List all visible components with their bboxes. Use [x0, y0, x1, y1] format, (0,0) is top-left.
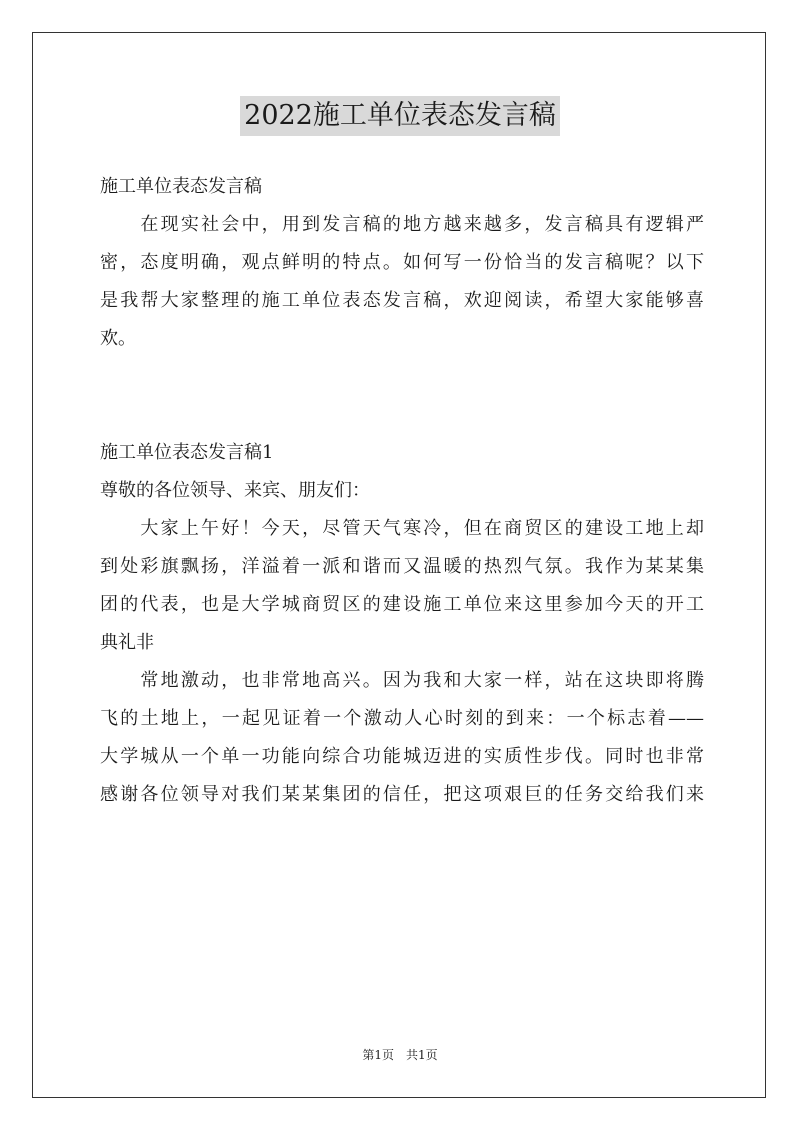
paragraph-line: 团的代表，也是大学城商贸区的建设施工单位来这里参加今天的开工 — [100, 594, 704, 615]
page-footer: 第1页 共1页 — [362, 1048, 438, 1062]
section-heading: 施工单位表态发言稿1 — [100, 442, 274, 463]
paragraph-line: 感谢各位领导对我们某某集团的信任，把这项艰巨的任务交给我们来 — [100, 784, 704, 805]
spacer — [100, 396, 704, 434]
title-container — [0, 96, 800, 136]
document-title: 2022施工单位表态发言稿 — [240, 96, 560, 136]
spacer — [100, 358, 704, 396]
intro-line: 是我帮大家整理的施工单位表态发言稿，欢迎阅读，希望大家能够喜 — [100, 290, 704, 311]
paragraph-line: 常地激动，也非常地高兴。因为我和大家一样，站在这块即将腾 — [100, 670, 704, 691]
intro-line: 欢。 — [100, 328, 136, 349]
paragraph-line: 到处彩旗飘扬，洋溢着一派和谐而又温暖的热烈气氛。我作为某某集 — [100, 556, 704, 577]
paragraph-line: 典礼非 — [100, 632, 154, 653]
paragraph-line: 飞的土地上，一起见证着一个激动人心时刻的到来：一个标志着—— — [100, 708, 704, 729]
salutation: 尊敬的各位领导、来宾、朋友们： — [100, 480, 370, 501]
body-paragraph-2 — [100, 662, 704, 814]
intro-line: 在现实社会中，用到发言稿的地方越来越多，发言稿具有逻辑严 — [100, 214, 704, 235]
document-subtitle: 施工单位表态发言稿 — [100, 176, 262, 197]
paragraph-line: 大学城从一个单一功能向综合功能城迈进的实质性步伐。同时也非常 — [100, 746, 704, 767]
body-paragraph-1 — [100, 510, 704, 662]
paragraph-line: 大家上午好！今天，尽管天气寒冷，但在商贸区的建设工地上却 — [100, 518, 704, 539]
document-body — [100, 168, 704, 814]
intro-paragraph — [100, 206, 704, 358]
intro-line: 密，态度明确，观点鲜明的特点。如何写一份恰当的发言稿呢？以下 — [100, 252, 704, 273]
